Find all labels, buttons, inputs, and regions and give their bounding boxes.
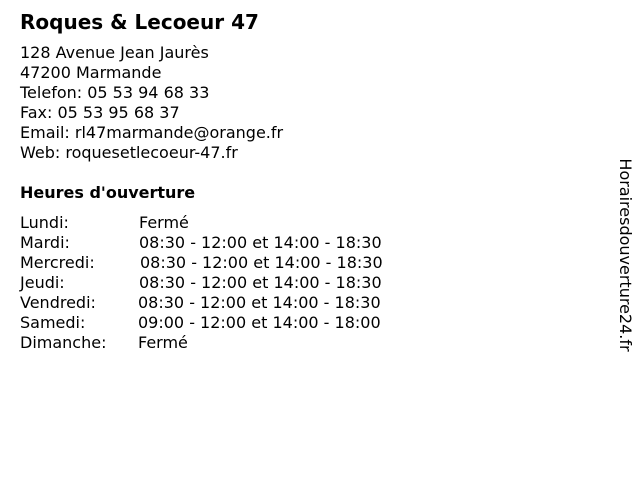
day-label: Jeudi: (20, 273, 65, 292)
day-hours: 08:30 - 12:00 et 14:00 - 18:30 (138, 293, 381, 312)
day-label: Mardi: (20, 233, 70, 252)
day-hours: 08:30 - 12:00 et 14:00 - 18:30 (139, 273, 382, 292)
phone-line: Telefon: 05 53 94 68 33 (20, 83, 210, 102)
day-label: Samedi: (20, 313, 86, 332)
web-line: Web: roquesetlecoeur-47.fr (20, 143, 238, 162)
address-line-2: 47200 Marmande (20, 63, 162, 82)
day-label: Mercredi: (20, 253, 95, 272)
business-name: Roques & Lecoeur 47 (20, 10, 259, 34)
site-watermark: Horairesdouverture24.fr (616, 158, 635, 352)
day-hours: Fermé (139, 213, 189, 232)
opening-hours-heading: Heures d'ouverture (20, 183, 196, 202)
hours-row-thursday (20, 273, 440, 293)
day-label: Vendredi: (20, 293, 96, 312)
hours-row-saturday (20, 313, 440, 333)
fax-line: Fax: 05 53 95 68 37 (20, 103, 180, 122)
day-label: Dimanche: (20, 333, 107, 352)
opening-hours-table (20, 213, 440, 353)
hours-row-tuesday (20, 233, 440, 253)
contact-info (20, 43, 283, 163)
hours-row-wednesday (20, 253, 440, 273)
hours-row-sunday (20, 333, 440, 353)
hours-row-monday (20, 213, 440, 233)
day-hours: Fermé (138, 333, 188, 352)
address-line-1: 128 Avenue Jean Jaurès (20, 43, 209, 62)
day-hours: 09:00 - 12:00 et 14:00 - 18:00 (138, 313, 381, 332)
email-line: Email: rl47marmande@orange.fr (20, 123, 284, 142)
hours-row-friday (20, 293, 440, 313)
day-hours: 08:30 - 12:00 et 14:00 - 18:30 (140, 253, 383, 272)
day-label: Lundi: (20, 213, 69, 232)
day-hours: 08:30 - 12:00 et 14:00 - 18:30 (139, 233, 382, 252)
